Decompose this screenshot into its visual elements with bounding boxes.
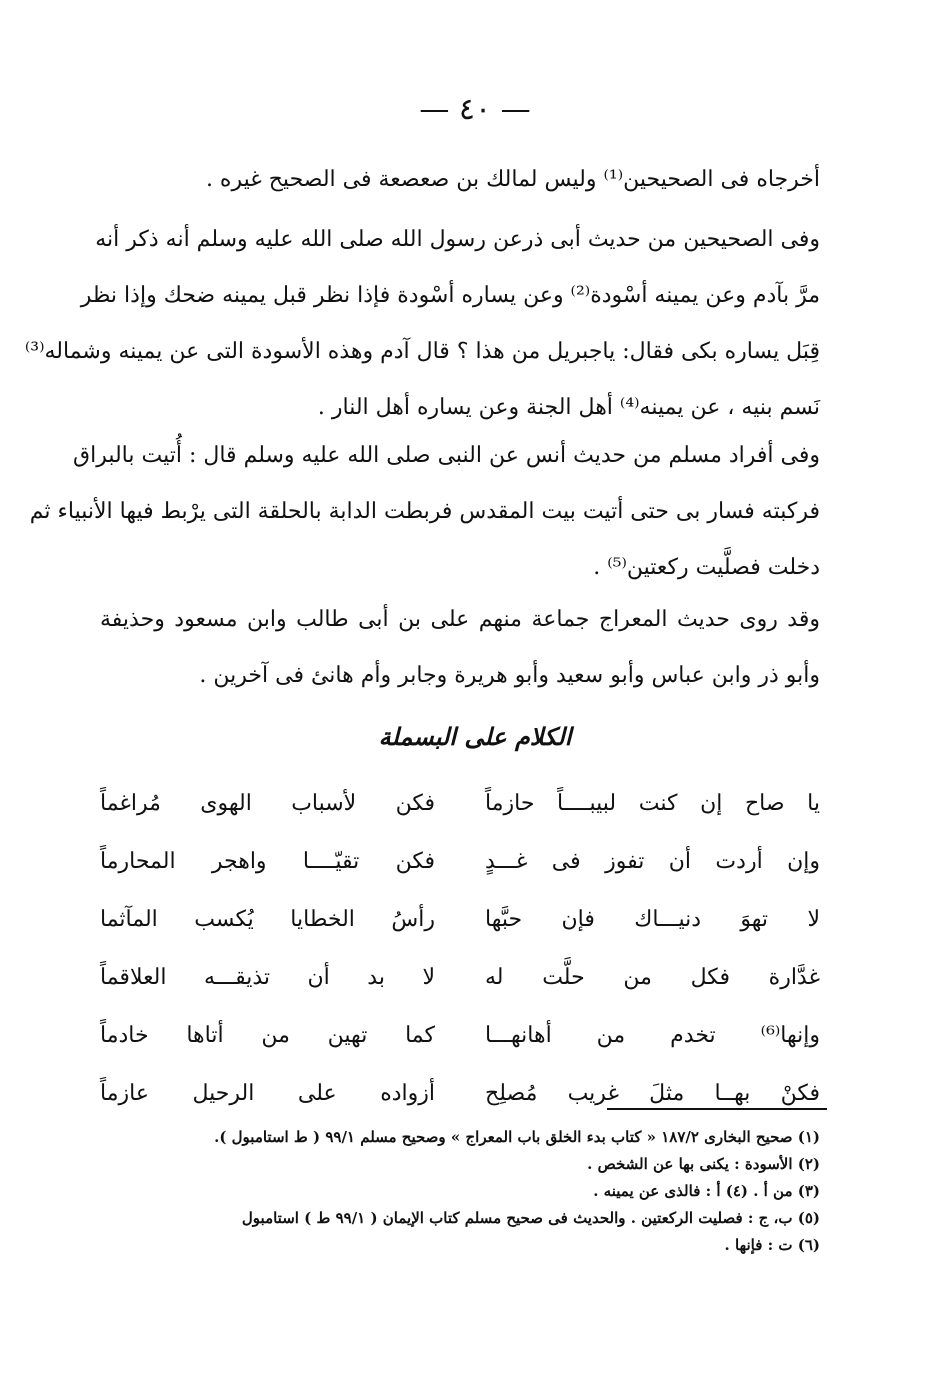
verse-first-half: وإنها⁽⁶⁾ تخدم من أهانهـــا	[485, 1023, 820, 1048]
page-number: — ٤٠ —	[419, 92, 531, 127]
poem-verse	[100, 775, 820, 833]
text-line: أخرجاه فى الصحيحين⁽¹⁾ وليس لمالك بن صعصعة فى الصحيح غيره .	[205, 167, 820, 192]
poem-verse	[100, 949, 820, 1007]
text-line: وأبو ذر وابن عباس وأبو سعيد وأبو هريرة وجابر وأم هانئ فى آخرين .	[199, 663, 820, 688]
text-line: دخلت فصلَّيت ركعتين⁽⁵⁾ .	[593, 555, 820, 580]
poem-verse	[100, 891, 820, 949]
poem-verse	[100, 1065, 820, 1123]
text-line: نَسم بنيه ، عن يمينه⁽⁴⁾ أهل الجنة وعن يساره أهل النار .	[317, 395, 820, 420]
section-title: الكلام على البسملة	[378, 722, 572, 751]
verse-second-half: رأسُ الخطايا يُكسب المآثما	[100, 907, 435, 932]
verse-first-half: لا تهوَ دنيـــاك فإن حبَّها	[485, 907, 820, 932]
verse-second-half: فكن تقيّــــا واهجر المحارماً	[100, 849, 435, 874]
footnote-divider	[607, 1108, 827, 1110]
footnote: (١) صحيح البخارى ١٨٧/٢ « كتاب بدء الخلق باب المعراج » وصحيح مسلم ٩٩/١ ( ط استامبول ).	[214, 1128, 820, 1146]
poem-verse	[100, 833, 820, 891]
verse-second-half: لا بد أن تذيقـــه العلاقماً	[100, 965, 435, 990]
footnote: (٥) ب، ج : فصليت الركعتين . والحديث فى صحيح مسلم كتاب الإيمان ( ٩٩/١ ط ) استامبول	[241, 1209, 820, 1227]
footnote: (٣) من أ . (٤) أ : فالذى عن يمينه .	[593, 1182, 820, 1200]
text-line: وفى أفراد مسلم من حديث أنس عن النبى صلى الله عليه وسلم قال : أُتيت بالبراق	[73, 443, 820, 468]
paragraph-2	[24, 212, 820, 436]
text-line: قِبَل يساره بكى فقال: ياجبريل من هذا ؟ قال آدم وهذه الأسودة التى عن يمينه وشماله⁽³⁾	[24, 339, 820, 364]
paragraph-3	[29, 428, 820, 596]
verse-second-half: أزواده على الرحيل عازماً	[100, 1081, 435, 1106]
verse-first-half: وإن أردت أن تفوز فى غـــدٍ	[485, 849, 820, 874]
verse-first-half: غدَّارة فكل من حلَّت له	[485, 965, 820, 990]
footnote: (٦) ت : فإنها .	[724, 1236, 820, 1254]
footnote: (٢) الأسودة : يكنى بها عن الشخص .	[587, 1155, 820, 1173]
text-line: وفى الصحيحين من حديث أبى ذرعن رسول الله صلى الله عليه وسلم أنه ذكر أنه	[95, 227, 820, 252]
footnotes	[100, 1124, 820, 1259]
paragraph-4	[100, 592, 820, 704]
poem-verse	[100, 1007, 820, 1065]
text-line: فركبته فسار بى حتى أتيت بيت المقدس فربطت الدابة بالحلقة التى يرْبط فيها الأنبياء ثم	[29, 499, 820, 524]
verse-second-half: كما تهين من أتاها خادماً	[100, 1023, 435, 1048]
verse-second-half: فكن لأسباب الهوى مُراغماً	[100, 791, 435, 816]
paragraph-1	[100, 152, 820, 208]
verse-first-half: يا صاح إن كنت لبيبــــاً حازماً	[485, 791, 820, 816]
verse-first-half: فكنْ بهــا مثلَ غريب مُصلِح	[485, 1081, 820, 1106]
poem	[100, 775, 820, 1123]
text-line: مرَّ بآدم وعن يمينه أسْودة⁽²⁾ وعن يساره أسْودة فإذا نظر قبل يمينه ضحك وإذا نظر	[80, 283, 820, 308]
text-line: وقد روى حديث المعراج جماعة منهم على بن أبى طالب وابن مسعود وحذيفة	[100, 607, 820, 632]
